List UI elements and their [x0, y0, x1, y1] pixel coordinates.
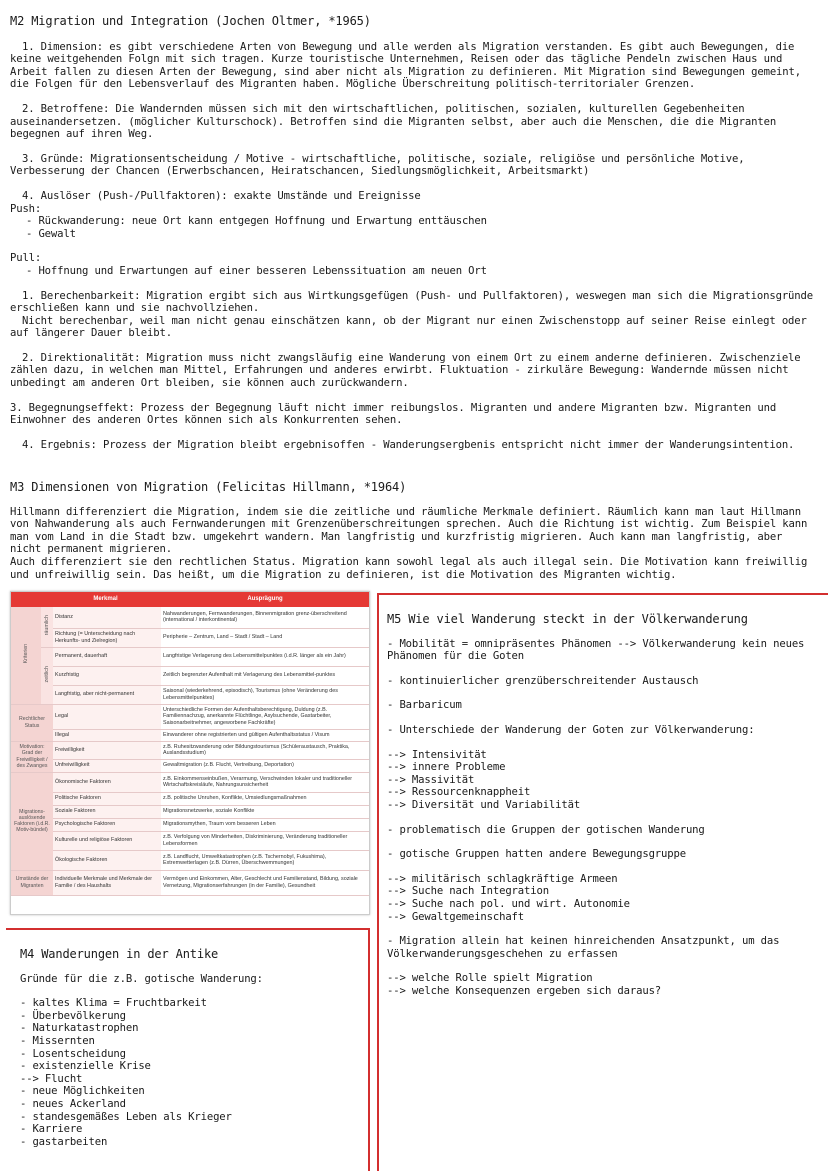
m2-paragraph-berechenbarkeit: 1. Berechenbarkeit: Migration ergibt sich aus Wirtkungsgefügen (Push- und Pullfaktoren), weswegen man sich die Migrationsgründe erschließen kann und sie nachvollziehen.	[10, 289, 813, 315]
m4-list-item: - Losentscheidung	[20, 1047, 126, 1060]
table-cell-auspraegung: Nahwanderungen, Fernwanderungen, Binnenmigration grenz-überschreitend (international / interkontinental)	[161, 607, 369, 628]
m4-list-item: - neues Ackerland	[20, 1097, 126, 1110]
m2-paragraph-gruende: 3. Gründe: Migrationsentscheidung / Motive - wirtschaftliche, politische, soziale, religiöse und persönliche Motive, Verbesserung der Chancen (Erwerbschancen, Heiratschancen, Siedlungsmöglichkeit, Arbeitsmarkt)	[10, 152, 745, 178]
m5-line: - Mobilität = omnipräsentes Phänomen --> Völkerwanderung kein neues Phänomen für die Goten	[387, 637, 805, 663]
m5-list-item: --> welche Rolle spielt Migration	[387, 972, 593, 985]
table-cell-merkmal: Soziale Faktoren	[53, 805, 161, 818]
m3-paragraph-1: Hillmann differenziert die Migration, indem sie die zeitliche und räumliche Merkmale definiert. Räumlich kann man laut Hillmann von Nahwanderung als auch Fernwanderungen mit Grenzenüberschreitungen sprechen. Auch die Richtung ist wichtig. Zum Beispiel kann man vom Land in die Stadt bzw. umgekehrt wandern. Man langfristig und kurzfristig migrieren. Auch kann man langfristig, aber nicht permanent migrieren.	[10, 505, 808, 556]
m4-list-item: - existenzielle Krise	[20, 1060, 151, 1073]
m4-list-item: - neue Möglichkeiten	[20, 1085, 145, 1098]
table-cell-merkmal: Legal	[53, 704, 161, 729]
table-cell-merkmal: Individuelle Merkmale und Merkmale der Familie / des Haushalts	[53, 870, 161, 895]
m2-paragraph-direktionalitaet: 2. Direktionalität: Migration muss nicht zwangsläufig eine Wanderung von einem Ort zu einem anderne definieren. Zwischenziele zählen dazu, in welchen man Mittel, Erfahrungen und anderes erwirbt. Fluktuation - zirkuläre Bewegung: Wandernde müssen nicht unbedingt am anderen Ort bleiben, sie können auch zurückwandern.	[10, 351, 801, 390]
table-cell-auspraegung: Peripherie – Zentrum, Land – Stadt / Stadt – Land	[161, 628, 369, 647]
table-cell-merkmal: Distanz	[53, 607, 161, 628]
table-cell-auspraegung: z.B. Ruhesitzwanderung oder Bildungstourismus (Schüleraustausch, Praktika, Auslandsstudium)	[161, 741, 369, 759]
m4-list-item: - Überbevölkerung	[20, 1009, 126, 1022]
m5-line: - Barbaricum	[387, 699, 462, 712]
migration-criteria-table	[10, 591, 370, 915]
m5-list-item: --> welche Konsequenzen ergeben sich daraus?	[387, 984, 662, 997]
table-cell-auspraegung: Langfristige Verlagerung des Lebensmittelpunktes (i.d.R. länger als ein Jahr)	[161, 647, 369, 666]
m4-intro: Gründe für die z.B. gotische Wanderung:	[20, 972, 263, 985]
table-header-auspraegung: Ausprägung	[161, 592, 369, 607]
table-cell-auspraegung: Migrationsnetzwerke, soziale Konflikte	[161, 805, 369, 818]
table-group-rechtlicher-status: Rechtlicher Status	[11, 704, 53, 741]
m5-list-item: --> Gewaltgemeinschaft	[387, 910, 525, 923]
table-cell-auspraegung: Saisonal (wiederkehrend, episodisch), Tourismus (ohne Veränderung des Lebensmittelpunktes)	[161, 685, 369, 704]
table-sub-raeumlich: räumlich	[41, 607, 53, 647]
table-cell-auspraegung: Zeitlich begrenzter Aufenthalt mit Verlagerung des Lebensmittel-punktes	[161, 666, 369, 685]
m5-line: - Unterschiede der Wanderung der Goten zur Völkerwanderung:	[387, 723, 755, 736]
table-cell-auspraegung: Gewaltmigration (z.B. Flucht, Vertreibung, Deportation)	[161, 759, 369, 772]
m2-pull-item: - Hoffnung und Erwartungen auf einer besseren Lebenssituation am neuen Ort	[26, 264, 487, 277]
m2-push-item: - Rückwanderung: neue Ort kann entgegen Hoffnung und Erwartung enttäuschen	[26, 215, 487, 228]
m2-section	[10, 15, 818, 451]
table-cell-merkmal: Kurzfristig	[53, 666, 161, 685]
m5-list-item: --> Ressourcenknappheit	[387, 786, 531, 799]
table-group-kriterien: Kriterien	[11, 607, 41, 704]
m4-list-item: - kaltes Klima = Fruchtbarkeit	[20, 997, 207, 1010]
m2-paragraph-begegnungseffekt: 3. Begegnungseffekt: Prozess der Begegnung läuft nicht immer reibungslos. Migranten und andere Migranten bzw. Migranten und Einwohner des anderen Ortes können sich als Konkurrenten sehen.	[10, 401, 777, 427]
m2-paragraph-ergebnis: 4. Ergebnis: Prozess der Migration bleibt ergebnisoffen - Wanderungsergbenis entspricht nicht immer der Wanderungsintention.	[22, 438, 795, 451]
m5-list-item: --> Diversität und Variabilität	[387, 798, 581, 811]
m2-paragraph-betroffene: 2. Betroffene: Die Wandernden müssen sich mit den wirtschaftlichen, politischen, sozialen, kulturellen Gegebenheiten auseinandersetzen. (möglicher Kulturschock). Betroffen sind die Migranten selbst, aber auch die Menschen, die die Migranten begegnen auf ihren Weg.	[10, 102, 777, 141]
m4-list-item: - standesgemäßes Leben als Krieger	[20, 1110, 232, 1123]
table-cell-auspraegung: z.B. Verfolgung von Minderheiten, Diskriminierung, Veränderung traditioneller Lebensformen	[161, 831, 369, 850]
table-cell-auspraegung: Migrationsmythen, Traum vom besseren Leben	[161, 818, 369, 831]
table-cell-merkmal: Permanent, dauerhaft	[53, 647, 161, 666]
table-group-umstaende: Umstände der Migranten	[11, 870, 53, 895]
table-cell-merkmal: Illegal	[53, 729, 161, 741]
table-cell-auspraegung: z.B. politische Unruhen, Konflikte, Umsiedlungsmaßnahmen	[161, 792, 369, 805]
table-cell-merkmal: Unfreiwilligkeit	[53, 759, 161, 772]
m5-title: M5 Wie viel Wanderung steckt in der Völkerwanderung	[387, 612, 748, 626]
m4-list-item: - Karriere	[20, 1123, 83, 1136]
m2-pull-label: Pull:	[10, 252, 42, 265]
m5-box	[377, 593, 828, 1171]
m5-line: - Migration allein hat keinen hinreichenden Ansatzpunkt, um das Völkerwanderungsgeschehen zu erfassen	[387, 935, 780, 960]
m3-section	[10, 481, 818, 581]
m3-title: M3 Dimensionen von Migration (Felicitas Hillmann, *1964)	[10, 480, 407, 494]
m4-list-item: - gastarbeiten	[20, 1135, 108, 1148]
m5-list-item: --> Massivität	[387, 773, 475, 786]
table-cell-auspraegung: Vermögen und Einkommen, Alter, Geschlecht und Familienstand, Bildung, soziale Vernetzung, Migrationserfahrungen (in der Familie), Gesundheit	[161, 870, 369, 895]
m5-list-item: --> innere Probleme	[387, 761, 506, 774]
table-cell-auspraegung: Einwanderer ohne registrierten und gültigen Aufenthaltsstatus / Visum	[161, 729, 369, 741]
table-cell-auspraegung: z.B. Einkommenseinbußen, Verarmung, Verschwinden lokaler und traditioneller Wirtschaftskreisläufe, Nahrungsunsicherheit	[161, 772, 369, 792]
m5-list-item: --> militärisch schlagkräftige Armeen	[387, 872, 618, 885]
table-group-motivation: Motivation: Grad der Freiwilligkeit / des Zwanges	[11, 741, 53, 772]
m4-box	[6, 928, 370, 1171]
table-cell-merkmal: Ökonomische Faktoren	[53, 772, 161, 792]
m5-list-item: --> Suche nach Integration	[387, 885, 549, 898]
m2-push-item: - Gewalt	[26, 227, 76, 240]
table-cell-merkmal: Politische Faktoren	[53, 792, 161, 805]
m2-push-label: Push:	[10, 202, 42, 215]
m2-paragraph-dimension: 1. Dimension: es gibt verschiedene Arten von Bewegung und alle werden als Migration verstanden. Es gibt auch Bewegungen, die keine weitgehenden Folgn mit sich tragen. Kurze touristische Unternehmen, Reisen oder das tägliche Pendeln zwischen Haus und Arbeit fallen zu diesen Arten der Bewegung, sind aber nicht als Migration zu definieren. Mit Migration sind Bewegungen gemeint, die Folgen für den Lebensverlauf des Migranten haben. Mögliche Überschreitung politisch-territorialer Grenzen.	[10, 40, 801, 91]
table-cell-merkmal: Richtung (= Unterscheidung nach Herkunfts- und Zielregion)	[53, 628, 161, 647]
m5-list-item: --> Intensivität	[387, 748, 487, 761]
m5-line: - gotische Gruppen hatten andere Bewegungsgruppe	[387, 848, 686, 861]
m5-line: - kontinuierlicher grenzüberschreitender Austausch	[387, 674, 699, 687]
m4-list-item: --> Flucht	[20, 1072, 83, 1085]
table-cell-auspraegung: z.B. Landflucht, Umweltkatastrophen (z.B. Tschernobyl, Fukushima), Extremwetterlagen (z.B. Dürren, Überschwemmungen)	[161, 850, 369, 870]
m2-paragraph-ausloeser: 4. Auslöser (Push-/Pullfaktoren): exakte Umstände und Ereignisse	[22, 189, 421, 202]
table-cell-auspraegung: Unterschiedliche Formen der Aufenthaltsberechtigung, Duldung (z.B. Familiennachzug, anerkannte Flüchtlinge, Asylsuchende, Gastarbeiter, Saisonarbeitnehmer, angeworbene Fachkräfte)	[161, 704, 369, 729]
m5-list-item: --> Suche nach pol. und wirt. Autonomie	[387, 897, 630, 910]
table-sub-zeitlich: zeitlich	[41, 647, 53, 704]
m2-title: M2 Migration und Integration (Jochen Oltmer, *1965)	[10, 14, 371, 28]
table-header-merkmal: Merkmal	[11, 592, 161, 607]
m4-title: M4 Wanderungen in der Antike	[20, 947, 219, 961]
table-cell-merkmal: Psychologische Faktoren	[53, 818, 161, 831]
m5-line: - problematisch die Gruppen der gotischen Wanderung	[387, 823, 705, 836]
table-cell-merkmal: Kulturelle und religiöse Faktoren	[53, 831, 161, 850]
table-cell-merkmal: Ökologische Faktoren	[53, 850, 161, 870]
table-cell-merkmal: Freiwilligkeit	[53, 741, 161, 759]
table-group-faktoren: Migrations-auslösende Faktoren (i.d.R. Motiv-bündel)	[11, 772, 53, 870]
m4-list-item: - Naturkatastrophen	[20, 1022, 139, 1035]
m3-paragraph-2: Auch differenziert sie den rechtlichen Status. Migration kann sowohl legal als auch illegal sein. Die Motivation kann freiwillig und unfreiwillig sein. Das heißt, um die Migration zu definieren, ist die Motivation des Migranten wichtig.	[10, 555, 808, 581]
m2-paragraph-nicht-berechenbar: Nicht berechenbar, weil man nicht genau einschätzen kann, ob der Migrant nur einen Zwischenstopp auf seiner Reise einlegt oder auf längerer Dauer bleibt.	[10, 314, 807, 340]
table-cell-merkmal: Langfristig, aber nicht-permanent	[53, 685, 161, 704]
m4-list-item: - Missernten	[20, 1034, 95, 1047]
